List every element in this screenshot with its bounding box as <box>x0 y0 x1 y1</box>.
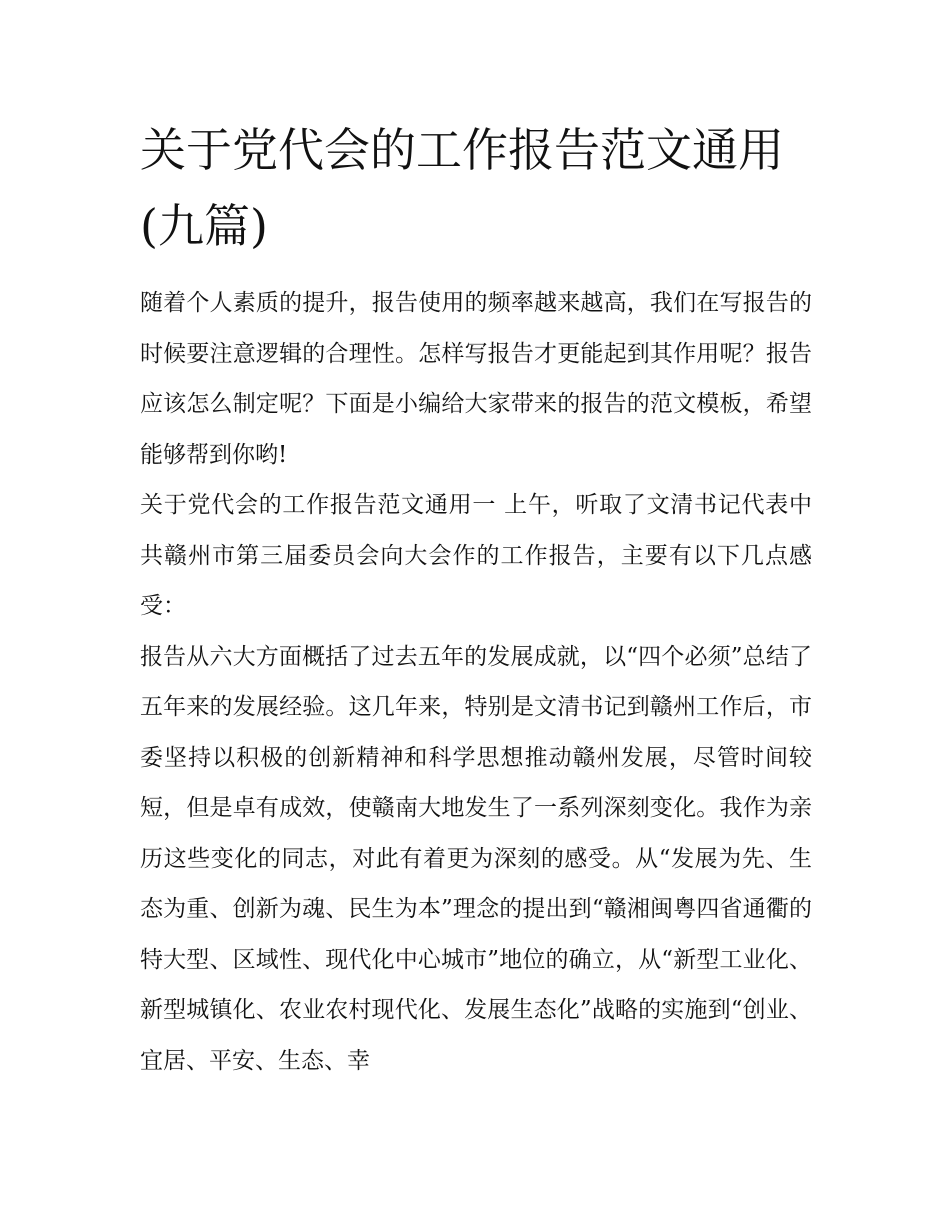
document-title: 关于党代会的工作报告范文通用(九篇) <box>140 123 784 253</box>
section-one-paragraph: 关于党代会的工作报告范文通用一 上午，听取了文清书记代表中共赣州市第三届委员会向大会作的工作报告，主要有以下几点感受： <box>140 492 812 619</box>
intro-paragraph: 随着个人素质的提升，报告使用的频率越来越高，我们在写报告的时候要注意逻辑的合理性。怎样写报告才更能起到其作用呢？报告应该怎么制定呢？下面是小编给大家带来的报告的范文模板，希望能够帮到你哟! <box>140 290 812 468</box>
body-paragraph: 报告从六大方面概括了过去五年的发展成就，以“四个必须”总结了五年来的发展经验。这几年来，特别是文清书记到赣州工作后，市委坚持以积极的创新精神和科学思想推动赣州发展，尽管时间较短，但是卓有成效，使赣南大地发生了一系列深刻变化。我作为亲历这些变化的同志，对此有着更为深刻的感受。从“发展为先、生态为重、创新为魂、民生为本”理念的提出到“赣湘闽粤四省通衢的特大型、区域性、现代化中心城市”地位的确立，从“新型工业化、新型城镇化、农业农村现代化、发展生态化”战略的实施到“创业、宜居、平安、生态、幸 <box>140 643 812 1074</box>
document-body <box>140 112 812 1086</box>
